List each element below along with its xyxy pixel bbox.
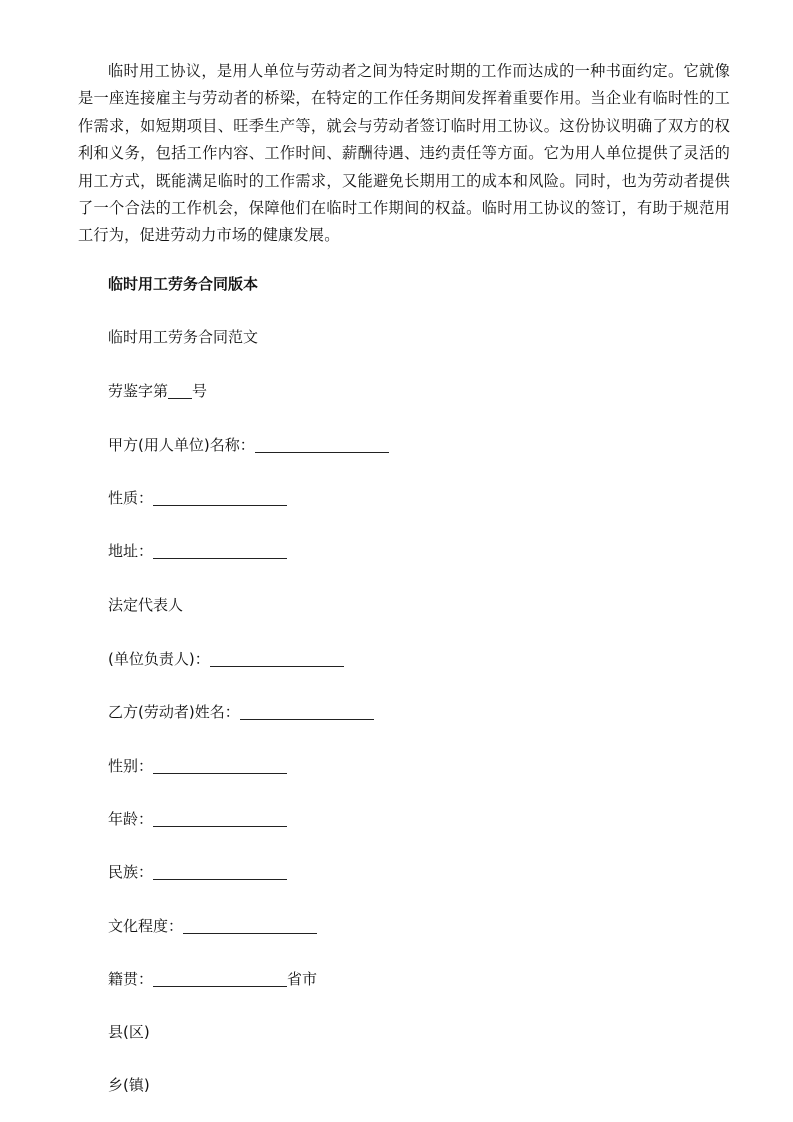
native-place-blank[interactable] [153,970,287,987]
address-blank[interactable] [153,542,287,559]
age-blank[interactable] [153,810,287,827]
party-a-name-blank[interactable] [255,436,389,453]
party-a-name-line [108,435,389,455]
ethnicity-label: 民族： [108,863,154,881]
legal-rep-line: 法定代表人 [108,596,184,614]
education-blank[interactable] [183,917,317,934]
native-place-label: 籍贯： [108,970,154,988]
ethnicity-blank[interactable] [153,863,287,880]
doc-number-blank[interactable] [168,382,192,399]
gender-label: 性别： [108,757,154,775]
age-label: 年龄： [108,810,154,828]
township-line: 乡(镇) [108,1076,150,1094]
contract-heading: 临时用工劳务合同版本 [108,275,259,293]
party-b-name-label: 乙方(劳动者)姓名： [108,703,240,721]
nature-line [108,488,287,508]
native-place-line [108,969,317,989]
unit-head-label: (单位负责人)： [108,650,210,668]
doc-number-prefix: 劳鉴字第 [108,382,169,400]
nature-blank[interactable] [153,489,287,506]
education-line [108,916,317,936]
nature-label: 性质： [108,489,154,507]
intro-paragraph: 临时用工协议，是用人单位与劳动者之间为特定时期的工作而达成的一种书面约定。它就像是一座连接雇主与劳动者的桥梁，在特定的工作任务期间发挥着重要作用。当企业有临时性的工作需求，如短期项目、旺季生产等，就会与劳动者签订临时用工协议。这份协议明确了双方的权利和义务，包括工作内容、工作时间、薪酬待遇、违约责任等方面。它为用人单位提供了灵活的用工方式，既能满足临时的工作需求，又能避免长期用工的成本和风险。同时，也为劳动者提供了一个合法的工作机会，保障他们在临时工作期间的权益。临时用工协议的签订，有助于规范用工行为，促进劳动力市场的健康发展。 [78,62,730,245]
native-place-suffix: 省市 [287,970,318,988]
party-b-name-blank[interactable] [240,703,374,720]
contract-subtitle: 临时用工劳务合同范文 [108,328,259,346]
county-line: 县(区) [108,1023,150,1041]
age-line [108,809,287,829]
party-b-name-line [108,702,374,722]
address-line [108,541,287,561]
doc-number-line [108,381,207,401]
unit-head-blank[interactable] [210,650,344,667]
doc-number-suffix: 号 [192,382,208,400]
ethnicity-line [108,862,287,882]
unit-head-line [108,649,344,669]
gender-line [108,756,287,776]
address-label: 地址： [108,542,154,560]
education-label: 文化程度： [108,917,184,935]
party-a-name-label: 甲方(用人单位)名称： [108,436,255,454]
gender-blank[interactable] [153,757,287,774]
